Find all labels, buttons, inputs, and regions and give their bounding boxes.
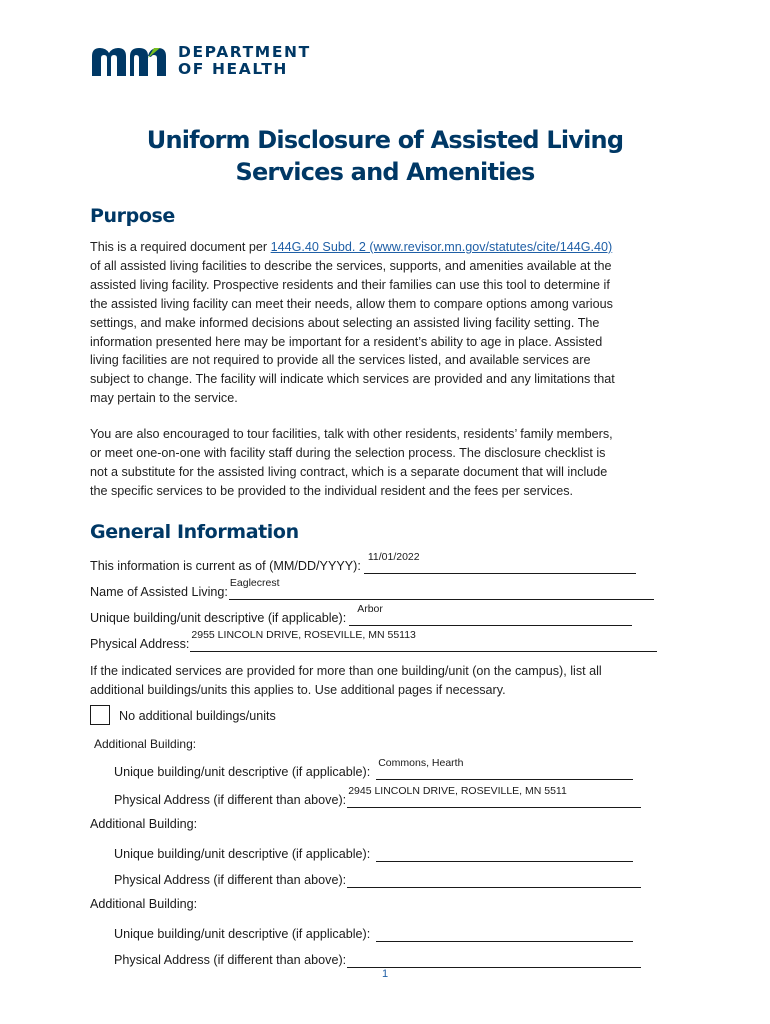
multi-building-instructions bbox=[90, 662, 680, 700]
page-title bbox=[0, 124, 770, 188]
additional-unit-row bbox=[114, 922, 633, 942]
purpose-line: subject to change. The facility will indicate which services are provided and any limitations that bbox=[90, 372, 615, 387]
purpose-line: information presented here may be important for a resident’s ability to age in place. Assisted bbox=[90, 334, 603, 349]
mdh-logo bbox=[90, 44, 311, 78]
address-field[interactable] bbox=[190, 629, 657, 652]
instruction-line: If the indicated services are provided for more than one building/unit (on the campus), list all bbox=[90, 664, 602, 678]
current-as-of-value: 11/01/2022 bbox=[367, 551, 420, 563]
purpose-line: of all assisted living facilities to describe the services, supports, and amenities available at the bbox=[90, 258, 612, 273]
additional-address-row bbox=[114, 948, 641, 968]
name-field[interactable] bbox=[229, 577, 654, 600]
additional-address-field[interactable] bbox=[347, 951, 641, 968]
additional-address-label: Physical Address (if different than above): bbox=[114, 793, 347, 807]
purpose-line: the assisted living facility can meet their needs, allow them to compare options among various bbox=[90, 296, 613, 311]
name-value: Eaglecrest bbox=[229, 577, 280, 589]
additional-unit-row bbox=[114, 842, 633, 862]
purpose-line: assisted living facility. Prospective residents and their families can use this tool to determine if bbox=[90, 277, 610, 292]
purpose-paragraph-2 bbox=[90, 425, 680, 501]
purpose-line: not a substitute for the assisted living contract, which is a separate document that will include bbox=[90, 464, 608, 479]
additional-unit-field[interactable] bbox=[376, 845, 633, 862]
additional-building-heading: Additional Building: bbox=[94, 737, 197, 751]
purpose-line: living facilities are not required to provide all the services listed, and available services are bbox=[90, 353, 591, 368]
additional-address-label: Physical Address (if different than above): bbox=[114, 953, 347, 967]
additional-unit-row bbox=[114, 757, 633, 780]
title-line-2: Services and Amenities bbox=[235, 158, 535, 186]
unit-field[interactable] bbox=[349, 603, 632, 626]
additional-address-field[interactable] bbox=[347, 785, 641, 808]
general-information-heading: General Information bbox=[90, 521, 299, 543]
address-value: 2955 LINCOLN DRIVE, ROSEVILLE, MN 55113 bbox=[191, 629, 416, 641]
additional-address-row bbox=[114, 868, 641, 888]
address-row bbox=[90, 629, 657, 652]
purpose-line: You are also encouraged to tour facilities, talk with other residents, residents’ family members, bbox=[90, 427, 613, 441]
purpose-line-0 bbox=[90, 238, 680, 257]
purpose-heading: Purpose bbox=[90, 205, 175, 227]
department-of-health-wordmark bbox=[178, 44, 311, 78]
no-additional-buildings-label: No additional buildings/units bbox=[119, 709, 276, 723]
purpose-line: the specific services to be provided to the individual resident and the fees per services. bbox=[90, 483, 574, 498]
logo-line-1: DEPARTMENT bbox=[178, 43, 311, 61]
purpose-prefix: This is a required document per bbox=[90, 240, 271, 254]
additional-unit-label: Unique building/unit descriptive (if applicable): bbox=[114, 847, 371, 861]
current-as-of-row bbox=[90, 551, 636, 574]
statute-link[interactable]: 144G.40 Subd. 2 (www.revisor.mn.gov/statutes/cite/144G.40) bbox=[270, 240, 613, 254]
name-label: Name of Assisted Living: bbox=[90, 585, 228, 599]
additional-building-heading: Additional Building: bbox=[90, 817, 198, 831]
page-number: 1 bbox=[381, 968, 389, 980]
additional-unit-field[interactable] bbox=[376, 925, 633, 942]
additional-unit-field[interactable] bbox=[376, 757, 633, 780]
mn-logo-icon bbox=[90, 44, 168, 78]
logo-line-2: OF HEALTH bbox=[178, 60, 288, 78]
current-as-of-field[interactable] bbox=[364, 551, 636, 574]
unit-row bbox=[90, 603, 632, 626]
purpose-line: settings, and make informed decisions about selecting an assisted living facility setting. The bbox=[90, 315, 600, 330]
instruction-line: additional buildings/units this applies to. Use additional pages if necessary. bbox=[90, 682, 506, 697]
name-row bbox=[90, 577, 654, 600]
address-label: Physical Address: bbox=[90, 637, 190, 651]
additional-unit-label: Unique building/unit descriptive (if applicable): bbox=[114, 765, 371, 779]
additional-unit-label: Unique building/unit descriptive (if applicable): bbox=[114, 927, 371, 941]
additional-address-field[interactable] bbox=[347, 871, 641, 888]
purpose-line: may pertain to the service. bbox=[90, 391, 238, 406]
additional-address-value: 2945 LINCOLN DRIVE, ROSEVILLE, MN 5511 bbox=[348, 785, 567, 797]
purpose-line: or meet one-on-one with facility staff during the selection process. The disclosure checklist is bbox=[90, 445, 606, 460]
unit-label: Unique building/unit descriptive (if applicable): bbox=[90, 611, 347, 625]
additional-address-row bbox=[114, 785, 641, 808]
additional-building-heading: Additional Building: bbox=[90, 897, 198, 911]
no-additional-buildings-checkbox[interactable] bbox=[90, 705, 110, 725]
additional-address-label: Physical Address (if different than above): bbox=[114, 873, 347, 887]
current-as-of-label: This information is current as of (MM/DD/YYYY): bbox=[90, 559, 361, 573]
purpose-paragraph-1 bbox=[90, 238, 680, 408]
title-line-1: Uniform Disclosure of Assisted Living bbox=[146, 126, 624, 154]
additional-unit-value: Commons, Hearth bbox=[378, 757, 464, 769]
unit-value: Arbor bbox=[357, 603, 383, 615]
